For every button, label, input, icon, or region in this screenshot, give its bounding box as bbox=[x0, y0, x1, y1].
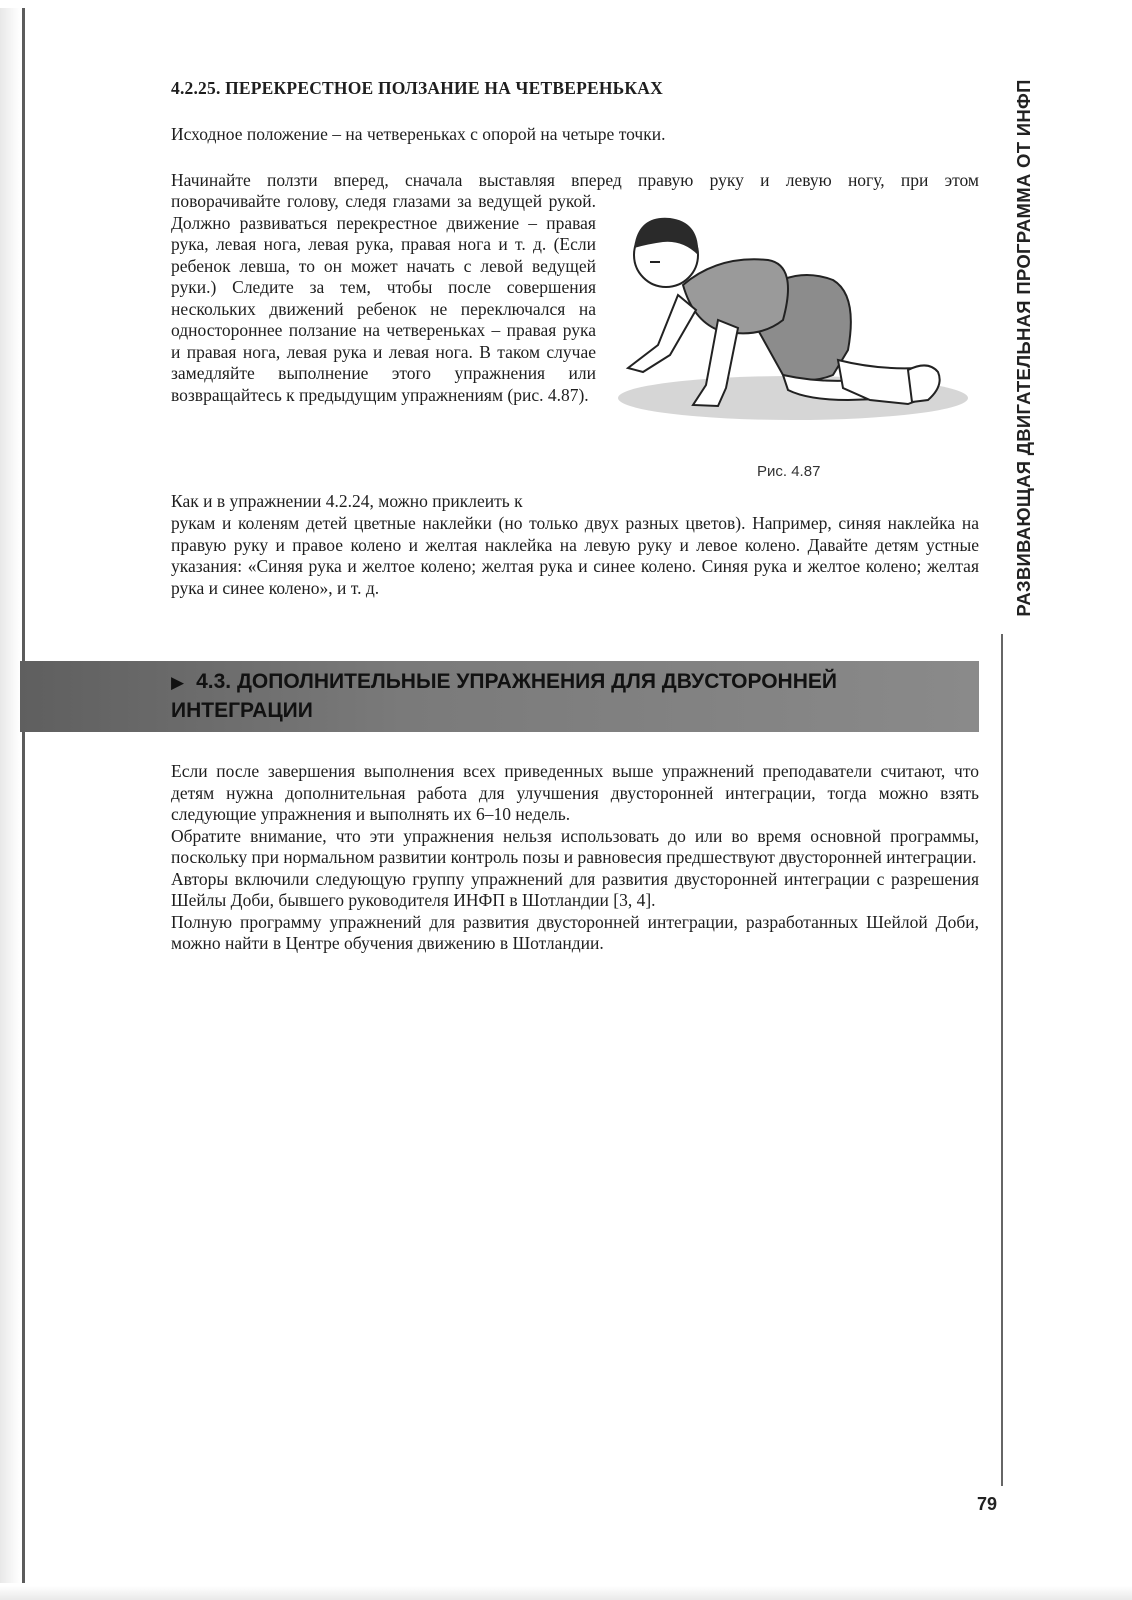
play-arrow-icon: ▶ bbox=[171, 673, 185, 692]
paragraph-stickers-body: рукам и коленям детей цветные наклейки (но только двух разных цветов). Например, синяя наклейка на правую руку и правое колено и желтая наклейка на левую руку и левое колено. Давайте детям устные указания: «Синяя рука и желтое колено; желтая рука и синее колено. Синяя рука и желтое колено; желтая рука и синее колено», и т. д. bbox=[171, 513, 979, 598]
page-number: 79 bbox=[977, 1494, 998, 1514]
paragraph-crawl-first-line: Начинайте ползти вперед, сначала выставляя вперед правую руку и левую ногу, при этом bbox=[171, 170, 979, 190]
figure-caption: Рис. 4.87 bbox=[757, 463, 821, 480]
side-title-text: РАЗВИВАЮЩАЯ ДВИГАТЕЛЬНАЯ ПРОГРАММА ОТ ИНФП bbox=[1013, 79, 1034, 617]
section-banner-text: 4.3. ДОПОЛНИТЕЛЬНЫЕ УПРАЖНЕНИЯ ДЛЯ ДВУСТОРОННЕЙ ИНТЕГРАЦИИ bbox=[171, 670, 837, 722]
running-side-title bbox=[1010, 74, 1038, 622]
section-body bbox=[171, 761, 979, 955]
section-heading: 4.2.25. ПЕРЕКРЕСТНОЕ ПОЛЗАНИЕ НА ЧЕТВЕРЕНЬКАХ bbox=[171, 78, 663, 98]
paragraph-stickers-first-line: Как и в упражнении 4.2.24, можно приклеить к bbox=[171, 491, 523, 511]
paragraph-starting-position: Исходное положение – на четвереньках с опорой на четыре точки. bbox=[171, 124, 666, 144]
crawling-child-illustration bbox=[608, 200, 978, 440]
page-gutter-shadow bbox=[0, 8, 20, 1583]
section-banner-title bbox=[171, 668, 971, 725]
side-rule bbox=[1001, 634, 1003, 1486]
page-binding-line bbox=[22, 8, 25, 1583]
section-paragraph: Если после завершения выполнения всех приведенных выше упражнений преподаватели считают, что детям нужна дополнительная работа для улучшения двусторонней интеграции, тогда можно взять следующие упражнения и выполнять их 6–10 недель. bbox=[171, 761, 979, 824]
section-paragraph: Полную программу упражнений для развития двусторонней интеграции, разработанных Шейлой Доби, можно найти в Центре обучения движению в Шотландии. bbox=[171, 911, 979, 953]
section-paragraph: Авторы включили следующую группу упражнений для развития двусторонней интеграции с разрешения Шейлы Доби, бывшего руководителя ИНФП в Шотландии [3, 4]. bbox=[171, 868, 979, 910]
section-paragraph: Обратите внимание, что эти упражнения нельзя использовать до или во время основной программы, поскольку при нормальном развитии контроль позы и равновесия предшествуют двусторонней интеграции. bbox=[171, 825, 979, 867]
paragraph-crawl-body: поворачивайте голову, следя глазами за ведущей рукой. Должно развиваться перекрестное движение – правая рука, левая нога, левая рука, правая нога и т. д. (Если ребенок левша, то он может начать с левой ведущей руки.) Следите за тем, чтобы после совершения нескольких движений ребенок не переключался на одностороннее ползание на четвереньках – правая рука и правая нога, левая рука и левая нога. В таком случае замедляйте выполнение этого упражнения или возвращайтесь к предыдущим упражнениям (рис. 4.87). bbox=[171, 191, 596, 405]
page-bottom-edge bbox=[0, 1586, 1132, 1600]
